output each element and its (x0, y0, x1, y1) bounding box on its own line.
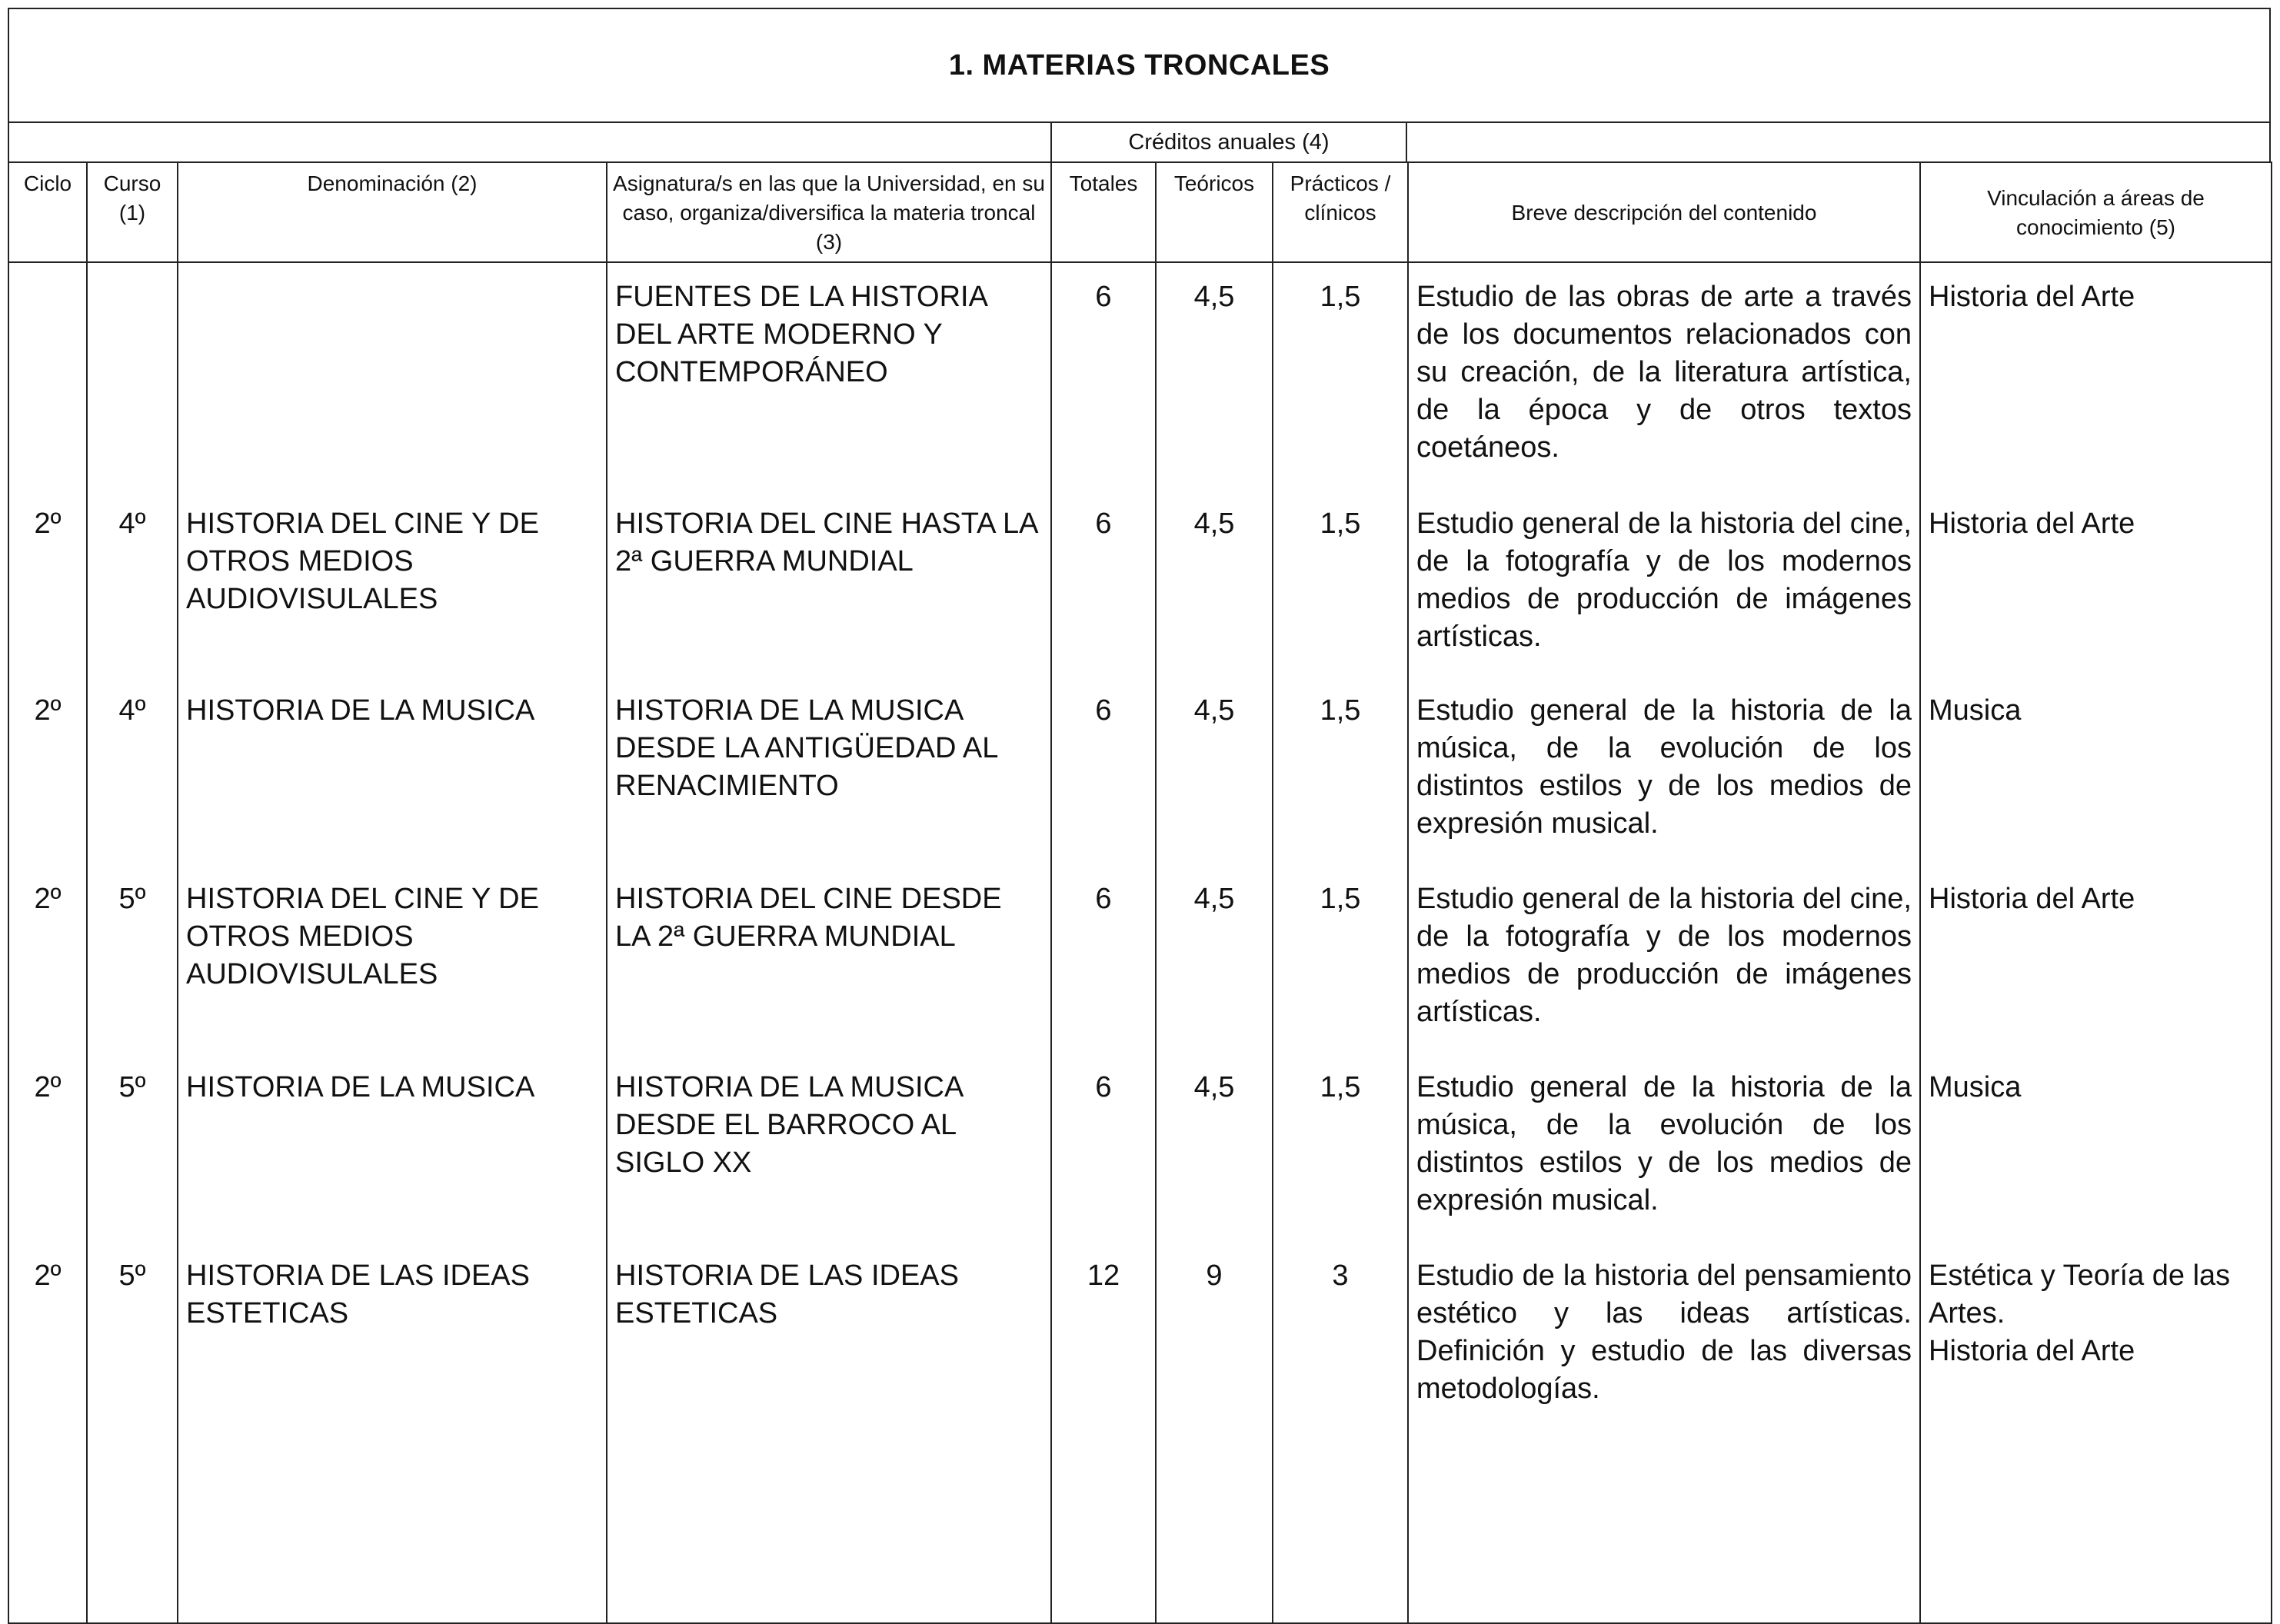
cell-teoricos: 4,5 (1156, 677, 1273, 865)
col-teoricos: Teóricos (1156, 162, 1273, 262)
cell-denominacion: HISTORIA DEL CINE Y DE OTROS MEDIOS AUDIOVISULALES (178, 865, 607, 1053)
cell-vinculacion: Musica (1920, 677, 2272, 865)
cell-totales: 6 (1051, 1053, 1156, 1242)
col-totales: Totales (1051, 162, 1156, 262)
cell-descripcion: Estudio general de la historia del cine, de la fotografía y de los modernos medios de producción de imágenes artísticas. (1408, 490, 1920, 677)
table-row (8, 490, 2272, 677)
col-curso: Curso (1) (87, 162, 178, 262)
cell-practicos: 1,5 (1273, 677, 1408, 865)
cell-denominacion: HISTORIA DE LA MUSICA (178, 1053, 607, 1242)
table-empty-row (8, 1408, 2272, 1623)
cell-denominacion: HISTORIA DEL CINE Y DE OTROS MEDIOS AUDIOVISULALES (178, 490, 607, 677)
cell-vinculacion: Historia del Arte (1920, 865, 2272, 1053)
cell-asignatura: HISTORIA DE LA MUSICA DESDE LA ANTIGÜEDAD AL RENACIMIENTO (607, 677, 1051, 865)
materias-table (8, 161, 2272, 1624)
cell-ciclo: 2º (8, 490, 87, 677)
col-denominacion: Denominación (2) (178, 162, 607, 262)
cell-ciclo: 2º (8, 677, 87, 865)
cell-curso (87, 262, 178, 490)
cell-practicos: 1,5 (1273, 262, 1408, 490)
cell-teoricos: 4,5 (1156, 490, 1273, 677)
col-practicos: Prácticos / clínicos (1273, 162, 1408, 262)
cell-ciclo (8, 262, 87, 490)
cell-descripcion: Estudio de la historia del pensamiento estético y las ideas artísticas. Definición y estudio de las diversas metodologías. (1408, 1242, 1920, 1408)
cell-asignatura: HISTORIA DEL CINE DESDE LA 2ª GUERRA MUNDIAL (607, 865, 1051, 1053)
cell-ciclo: 2º (8, 1053, 87, 1242)
table-row (8, 1242, 2272, 1408)
cell-descripcion: Estudio general de la historia de la música, de la evolución de los distintos estilos y de los medios de expresión musical. (1408, 677, 1920, 865)
credits-header-label: Créditos anuales (4) (1128, 129, 1330, 155)
cell-practicos: 3 (1273, 1242, 1408, 1408)
cell-descripcion: Estudio general de la historia de la música, de la evolución de los distintos estilos y de los medios de expresión musical. (1408, 1053, 1920, 1242)
cell-curso: 4º (87, 677, 178, 865)
credits-header (1050, 121, 1407, 163)
cell-vinculacion-line: Estética y Teoría de las Artes. (1929, 1260, 2231, 1329)
cell-asignatura: FUENTES DE LA HISTORIA DEL ARTE MODERNO Y CONTEMPORÁNEO (607, 262, 1051, 490)
cell-vinculacion: Musica (1920, 1053, 2272, 1242)
cell-practicos: 1,5 (1273, 490, 1408, 677)
cell-totales: 6 (1051, 677, 1156, 865)
document-frame (8, 8, 2272, 1592)
page-title: 1. MATERIAS TRONCALES (948, 48, 1330, 82)
table-row (8, 262, 2272, 490)
cell-curso: 5º (87, 865, 178, 1053)
cell-totales: 12 (1051, 1242, 1156, 1408)
cell-practicos: 1,5 (1273, 865, 1408, 1053)
cell-teoricos: 4,5 (1156, 262, 1273, 490)
col-vinculacion: Vinculación a áreas de conocimiento (5) (1920, 162, 2272, 262)
col-asignatura: Asignatura/s en las que la Universidad, en su caso, organiza/diversifica la materia troncal (3) (607, 162, 1051, 262)
cell-asignatura: HISTORIA DE LA MUSICA DESDE EL BARROCO AL SIGLO XX (607, 1053, 1051, 1242)
cell-ciclo: 2º (8, 865, 87, 1053)
cell-practicos: 1,5 (1273, 1053, 1408, 1242)
cell-curso: 5º (87, 1242, 178, 1408)
cell-ciclo: 2º (8, 1242, 87, 1408)
cell-curso: 4º (87, 490, 178, 677)
cell-denominacion: HISTORIA DE LA MUSICA (178, 677, 607, 865)
header-blank-left (8, 121, 1050, 163)
table-row (8, 677, 2272, 865)
cell-asignatura: HISTORIA DEL CINE HASTA LA 2ª GUERRA MUNDIAL (607, 490, 1051, 677)
cell-totales: 6 (1051, 262, 1156, 490)
cell-descripcion: Estudio de las obras de arte a través de los documentos relacionados con su creación, de la literatura artística, de la época y de otros textos coetáneos. (1408, 262, 1920, 490)
cell-descripcion: Estudio general de la historia del cine, de la fotografía y de los modernos medios de producción de imágenes artísticas. (1408, 865, 1920, 1053)
col-descripcion: Breve descripción del contenido (1408, 162, 1920, 262)
cell-vinculacion (1920, 1242, 2272, 1408)
cell-curso: 5º (87, 1053, 178, 1242)
table-row (8, 1053, 2272, 1242)
header-blank-right (1407, 121, 2271, 163)
column-header-row (8, 162, 2272, 262)
cell-totales: 6 (1051, 865, 1156, 1053)
cell-asignatura: HISTORIA DE LAS IDEAS ESTETICAS (607, 1242, 1051, 1408)
cell-totales: 6 (1051, 490, 1156, 677)
cell-denominacion: HISTORIA DE LAS IDEAS ESTETICAS (178, 1242, 607, 1408)
title-box (8, 8, 2271, 123)
col-ciclo: Ciclo (8, 162, 87, 262)
cell-denominacion (178, 262, 607, 490)
cell-teoricos: 4,5 (1156, 865, 1273, 1053)
cell-vinculacion: Historia del Arte (1920, 262, 2272, 490)
cell-teoricos: 9 (1156, 1242, 1273, 1408)
cell-vinculacion-line: Historia del Arte (1929, 1335, 2135, 1367)
table-row (8, 865, 2272, 1053)
cell-teoricos: 4,5 (1156, 1053, 1273, 1242)
cell-vinculacion: Historia del Arte (1920, 490, 2272, 677)
